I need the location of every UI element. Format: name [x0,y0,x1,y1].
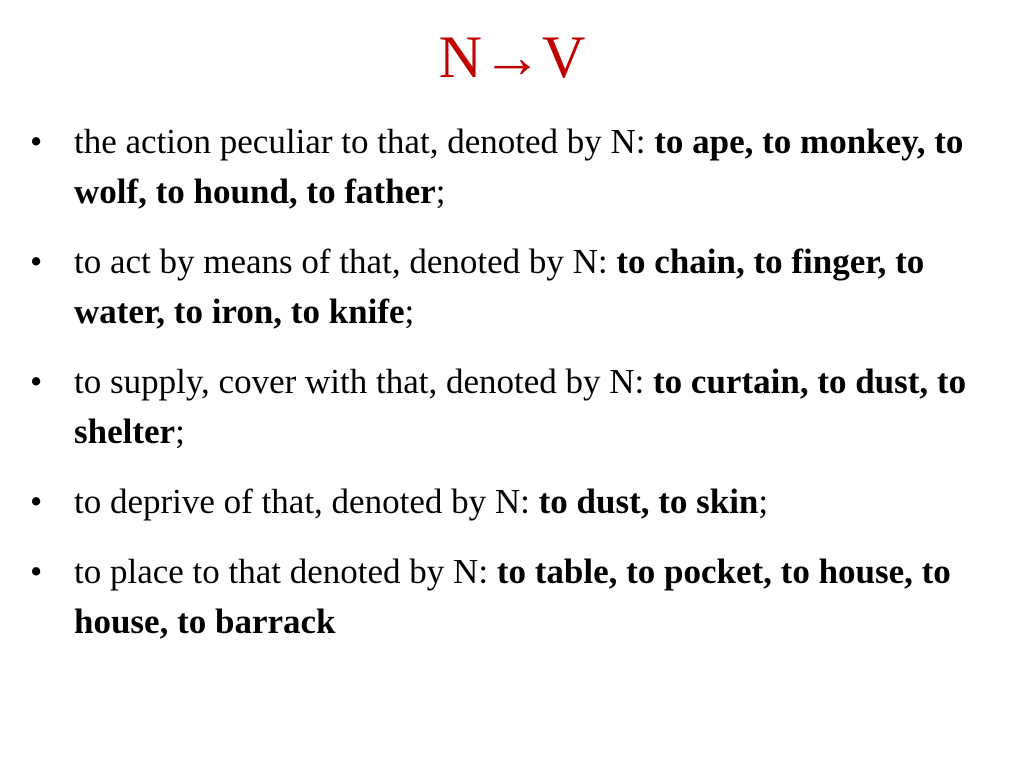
bullet-item-2 [30,237,990,337]
bullet-text: to act by means of that, denoted by N: [74,242,617,281]
bullet-dot-icon: • [30,122,43,161]
slide-title: N→V [438,24,586,90]
bullet-examples: to table, to pocket, to house, to house, to barrack [74,552,951,641]
bullet-item-3 [30,357,990,457]
bullet-examples: to ape, to monkey, to wolf, to hound, to father [74,122,964,211]
bullet-list [30,117,990,667]
bullet-tail: ; [435,172,446,211]
bullet-item-5 [30,547,990,647]
bullet-dot-icon: • [30,362,43,401]
bullet-item-1 [30,117,990,217]
bullet-dot-icon: • [30,552,43,591]
bullet-tail: ; [758,482,769,521]
bullet-dot-icon: • [30,482,43,521]
bullet-tail: ; [404,292,415,331]
bullet-examples: to curtain, to dust, to shelter [74,362,967,451]
bullet-dot-icon: • [30,242,43,281]
bullet-text: to supply, cover with that, denoted by N: [74,362,654,401]
bullet-text: to deprive of that, denoted by N: [74,482,539,521]
bullet-examples: to chain, to finger, to water, to iron, to knife [74,242,925,331]
bullet-examples: to dust, to skin [538,482,759,521]
bullet-text: to place to that denoted by N: [74,552,497,591]
bullet-text: the action peculiar to that, denoted by N: [74,122,655,161]
bullet-item-4 [30,477,990,527]
bullet-tail: ; [175,412,185,451]
